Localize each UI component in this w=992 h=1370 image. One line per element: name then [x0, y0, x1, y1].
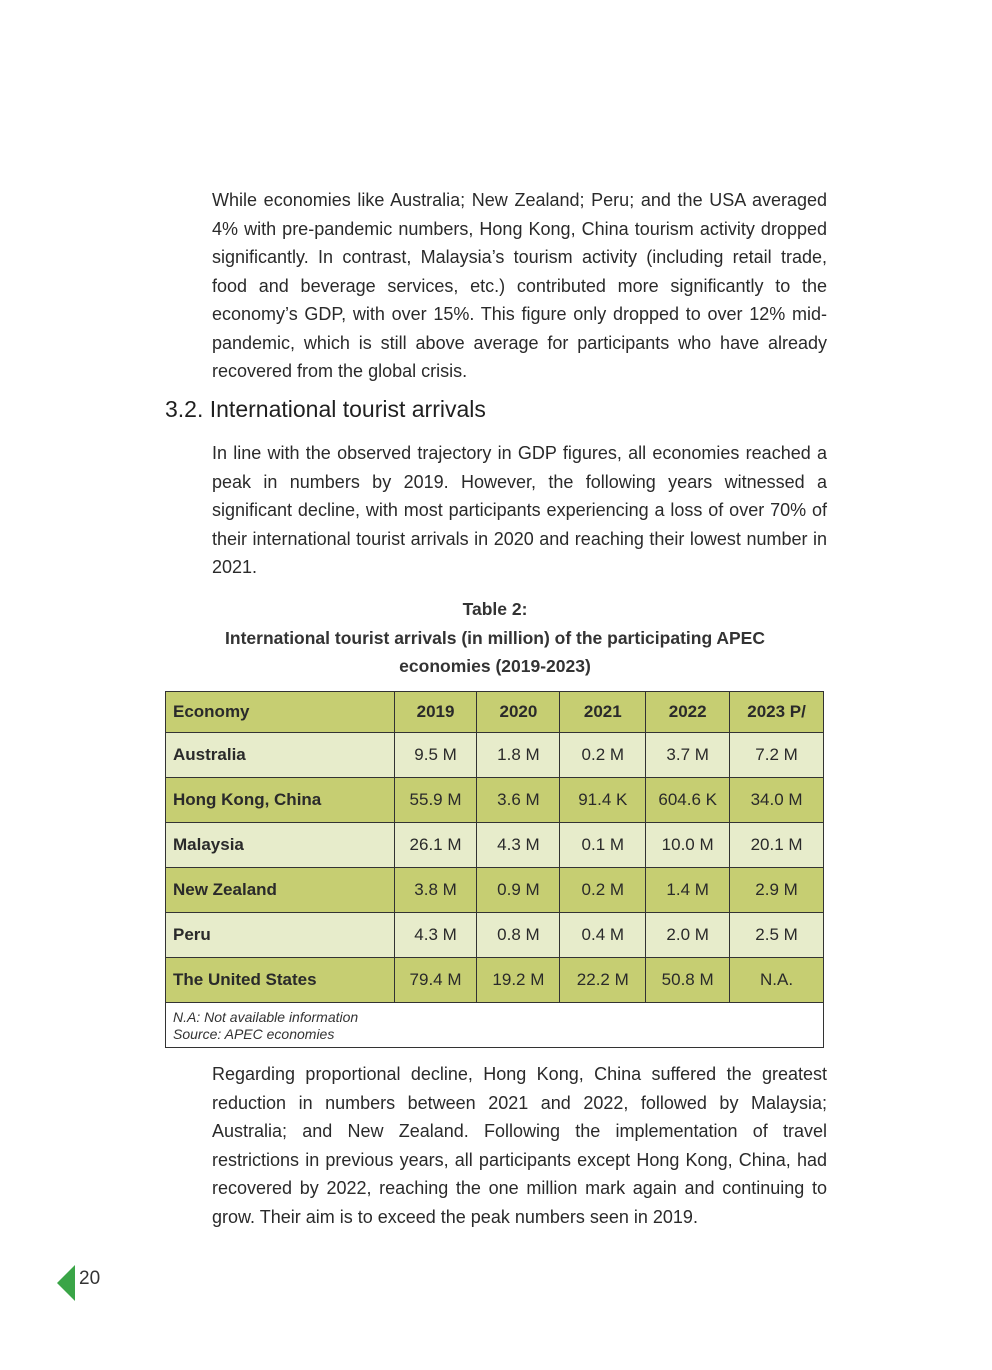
cell-2021: 0.2 M — [560, 868, 646, 913]
header-2019: 2019 — [394, 692, 477, 733]
cell-2021: 0.4 M — [560, 913, 646, 958]
header-2020: 2020 — [477, 692, 560, 733]
cell-economy: The United States — [166, 958, 395, 1003]
table-row — [166, 778, 824, 823]
cell-2019: 4.3 M — [394, 913, 477, 958]
table-row — [166, 958, 824, 1003]
table-row — [166, 868, 824, 913]
table-caption — [165, 595, 825, 681]
header-economy: Economy — [166, 692, 395, 733]
cell-2020: 4.3 M — [477, 823, 560, 868]
page-number: 20 — [79, 1268, 101, 1289]
table-row — [166, 913, 824, 958]
cell-2020: 0.8 M — [477, 913, 560, 958]
arrivals-paragraph: In line with the observed trajectory in GDP figures, all economies reached a peak in numbers by 2019. However, the following years witnessed a significant decline, with most participants experiencing a loss of over 70% of their international tourist arrivals in 2020 and reaching their lowest number in 2021. — [212, 443, 827, 577]
cell-2023: 2.5 M — [730, 913, 824, 958]
cell-2021: 91.4 K — [560, 778, 646, 823]
cell-2023: 34.0 M — [730, 778, 824, 823]
table-notes-row — [166, 1003, 824, 1048]
cell-2022: 604.6 K — [646, 778, 730, 823]
cell-2020: 1.8 M — [477, 733, 560, 778]
cell-2021: 0.1 M — [560, 823, 646, 868]
header-2021: 2021 — [560, 692, 646, 733]
table-header-row — [166, 692, 824, 733]
cell-2019: 3.8 M — [394, 868, 477, 913]
cell-2023: 2.9 M — [730, 868, 824, 913]
cell-2023: 20.1 M — [730, 823, 824, 868]
cell-2022: 2.0 M — [646, 913, 730, 958]
table-source: Source: APEC economies — [173, 1026, 335, 1042]
cell-2019: 26.1 M — [394, 823, 477, 868]
table-label: Table 2: — [462, 599, 528, 619]
cell-2021: 0.2 M — [560, 733, 646, 778]
cell-2022: 3.7 M — [646, 733, 730, 778]
cell-2022: 10.0 M — [646, 823, 730, 868]
cell-2023: 7.2 M — [730, 733, 824, 778]
table-row — [166, 823, 824, 868]
table-notes — [166, 1003, 824, 1048]
cell-economy: Australia — [166, 733, 395, 778]
table-note: N.A: Not available information — [173, 1009, 359, 1025]
table-row — [166, 733, 824, 778]
cell-2020: 19.2 M — [477, 958, 560, 1003]
cell-economy: Malaysia — [166, 823, 395, 868]
header-2023: 2023 P/ — [730, 692, 824, 733]
cell-2019: 55.9 M — [394, 778, 477, 823]
section-heading: 3.2. International tourist arrivals — [165, 396, 486, 422]
cell-2019: 9.5 M — [394, 733, 477, 778]
cell-economy: Hong Kong, China — [166, 778, 395, 823]
arrivals-table — [165, 691, 824, 1048]
cell-2023: N.A. — [730, 958, 824, 1003]
cell-2022: 50.8 M — [646, 958, 730, 1003]
decline-paragraph: Regarding proportional decline, Hong Kong, China suffered the greatest reduction in numbers between 2021 and 2022, followed by Malaysia; Australia; and New Zealand. Following the implementation of travel restrictions in previous years, all participants except Hong Kong, China, had recovered by 2022, reaching the one million mark again and continuing to grow. Their aim is to exceed the peak numbers seen in 2019. — [212, 1064, 827, 1227]
cell-2020: 3.6 M — [477, 778, 560, 823]
cell-economy: New Zealand — [166, 868, 395, 913]
cell-2021: 22.2 M — [560, 958, 646, 1003]
cell-2022: 1.4 M — [646, 868, 730, 913]
table-title-line1: International tourist arrivals (in million) of the participating APEC — [225, 627, 765, 648]
table-title-line2: economies (2019-2023) — [399, 656, 591, 676]
cell-2019: 79.4 M — [394, 958, 477, 1003]
cell-economy: Peru — [166, 913, 395, 958]
header-2022: 2022 — [646, 692, 730, 733]
intro-paragraph: While economies like Australia; New Zealand; Peru; and the USA averaged 4% with pre-pandemic numbers, Hong Kong, China tourism activity dropped significantly. In contrast, Malaysia’s tourism activity (including retail trade, food and beverage services, etc.) contributed more significantly to the economy’s GDP, with over 15%. This figure only dropped to over 12% mid-pandemic, which is still above average for participants who have already recovered from the global crisis. — [212, 190, 827, 381]
page-marker-icon — [57, 1265, 75, 1301]
cell-2020: 0.9 M — [477, 868, 560, 913]
